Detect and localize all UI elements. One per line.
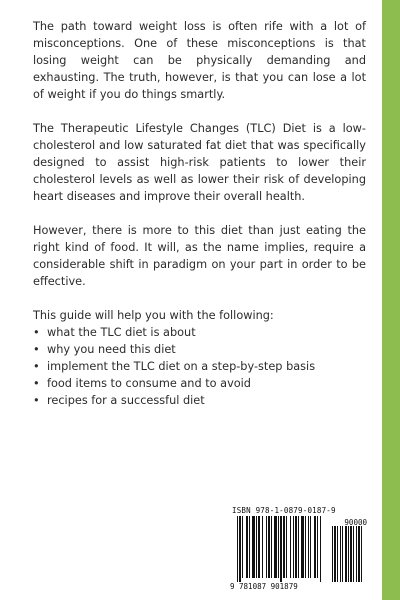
list-item-text: implement the TLC diet on a step-by-step basis — [47, 360, 316, 373]
bullet-icon: • — [33, 377, 40, 390]
list-item-text: recipes for a successful diet — [47, 394, 205, 407]
bullet-icon: • — [33, 394, 40, 407]
list-item-text: why you need this diet — [47, 343, 176, 356]
isbn-label: ISBN 978-1-0879-0187-9 — [232, 506, 336, 515]
bullet-list — [33, 324, 366, 409]
list-item — [33, 324, 366, 341]
list-item-text: what the TLC diet is about — [47, 326, 196, 339]
ean-digits: 9 781087 901879 — [230, 582, 298, 591]
list-item-text: food items to consume and to avoid — [47, 377, 251, 390]
list-intro: This guide will help you with the following: — [33, 309, 274, 322]
price-code: 90000 — [344, 518, 367, 527]
list-item — [33, 358, 366, 375]
list-item — [33, 392, 366, 409]
bullet-icon: • — [33, 360, 40, 373]
paragraph-2: The Therapeutic Lifestyle Changes (TLC) Diet is a low-cholesterol and low saturated fat diet that was specifically designed to assist high-risk patients to lower their cholesterol levels as well as lower their risk of developing heart diseases and improve their overall health. — [33, 122, 366, 203]
bullet-icon: • — [33, 343, 40, 356]
list-item — [33, 375, 366, 392]
paragraph-1: The path toward weight loss is often rife with a lot of misconceptions. One of these misconceptions is that losing weight can be physically demanding and exhausting. The truth, however, is that you can lose a lot of weight if you do things smartly. — [33, 20, 366, 101]
green-side-strip — [382, 0, 400, 600]
bullet-icon: • — [33, 326, 40, 339]
list-item — [33, 341, 366, 358]
paragraph-3: However, there is more to this diet than just eating the right kind of food. It will, as the name implies, require a considerable shift in paradigm on your part in order to be effective. — [33, 224, 366, 288]
isbn-barcode — [228, 504, 371, 592]
back-cover-text — [33, 18, 366, 409]
